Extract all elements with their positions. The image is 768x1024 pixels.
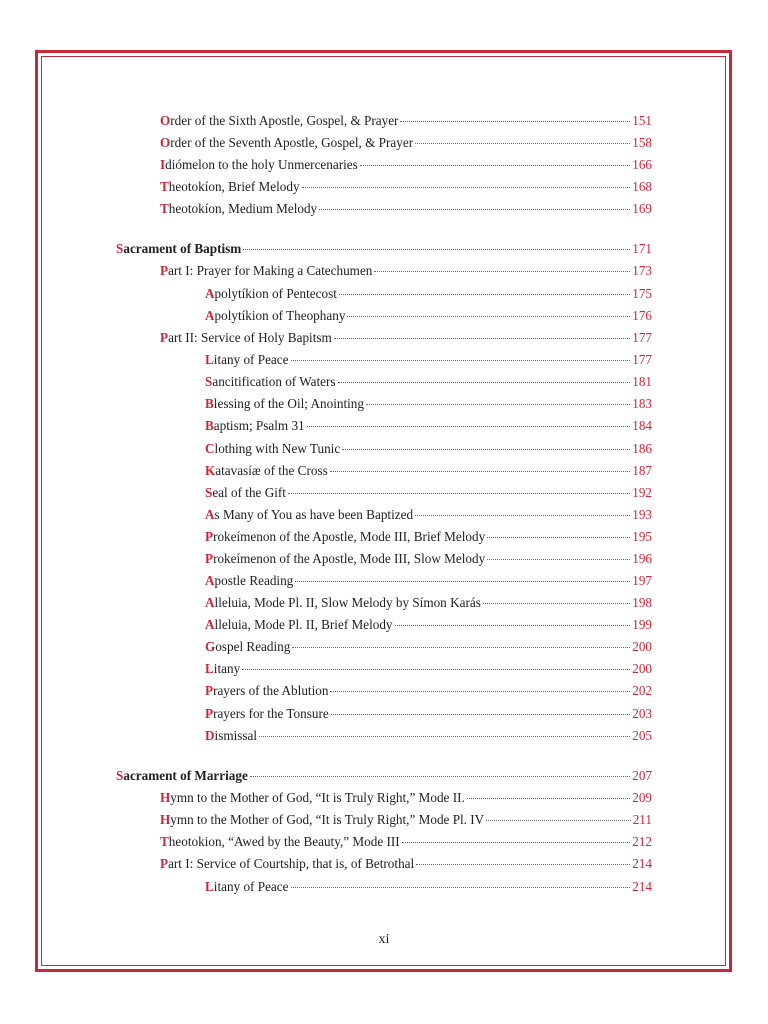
leader-dots — [242, 669, 630, 670]
leader-dots — [334, 338, 630, 339]
leader-dots — [467, 798, 630, 799]
toc-entry — [205, 877, 652, 897]
toc-entry — [205, 726, 652, 746]
leader-dots — [291, 360, 631, 361]
leader-dots — [307, 426, 631, 427]
leader-dots — [487, 537, 630, 538]
toc-page-number: 200 — [632, 639, 652, 654]
toc-entry-title: Part I: Prayer for Making a Catechumen — [160, 263, 373, 278]
toc-entry-title: Sancitification of Waters — [205, 374, 336, 389]
toc-section-heading — [116, 239, 652, 259]
toc-entry-title: Katavasíæ of the Cross — [205, 463, 328, 478]
toc-entry — [205, 637, 652, 657]
toc-entry — [205, 483, 652, 503]
toc-entry — [205, 704, 652, 724]
toc-entry-title: Hymn to the Mother of God, “It is Truly Right,” Mode Pl. IV — [160, 812, 485, 827]
toc-page-number: 207 — [632, 768, 652, 783]
toc-entry-title: Litany — [205, 661, 241, 676]
toc-page-number: 196 — [632, 551, 652, 566]
toc-entry — [205, 284, 652, 304]
leader-dots — [415, 515, 630, 516]
toc-page-number: 187 — [632, 463, 652, 478]
page-number: xi — [378, 932, 390, 947]
toc-page-number: 212 — [632, 834, 652, 849]
leader-dots — [319, 209, 630, 210]
leader-dots — [342, 449, 630, 450]
toc-page-number: 197 — [632, 573, 652, 588]
toc-entry — [160, 133, 652, 153]
toc-entry-title: Part II: Service of Holy Bapitsm — [160, 330, 332, 345]
toc-entry-title: Baptism; Psalm 31 — [205, 418, 305, 433]
leader-dots — [250, 776, 630, 777]
leader-dots — [347, 316, 630, 317]
toc-page-number: 198 — [632, 595, 652, 610]
toc-entry — [205, 593, 652, 613]
toc-entry-title: Dismissal — [205, 728, 258, 743]
toc-entry-title: Idiómelon to the holy Unmercenaries — [160, 157, 358, 172]
toc-entry — [205, 681, 652, 701]
toc-page-number: 177 — [632, 352, 652, 367]
toc-entry — [160, 788, 652, 808]
toc-entry-title: Apolytíkion of Theophany — [205, 308, 346, 323]
toc-page-number: 214 — [632, 856, 652, 871]
toc-entry — [205, 505, 652, 525]
toc-page-number: 175 — [632, 286, 652, 301]
toc-entry — [205, 306, 652, 326]
toc-entry-title: Part I: Service of Courtship, that is, of Betrothal — [160, 856, 415, 871]
toc-page-number: 173 — [632, 263, 652, 278]
toc-entry-title: As Many of You as have been Baptized — [205, 507, 414, 522]
toc-page-number: 166 — [632, 157, 652, 172]
toc-entry-title: Alleluia, Mode Pl. II, Brief Melody — [205, 617, 393, 632]
toc-entry-title: Sacrament of Baptism — [116, 241, 242, 256]
toc-page-number: 211 — [632, 812, 652, 827]
toc-page-number: 184 — [632, 418, 652, 433]
toc-entry — [160, 810, 652, 830]
toc-entry-title: Apolytíkion of Pentecost — [205, 286, 337, 301]
toc-entry — [205, 527, 652, 547]
leader-dots — [259, 736, 630, 737]
toc-entry — [205, 571, 652, 591]
toc-entry-title: Litany of Peace — [205, 879, 289, 894]
leader-dots — [395, 625, 631, 626]
toc-page-number: 158 — [632, 135, 652, 150]
toc-entry-title: Theotokion, “Awed by the Beauty,” Mode III — [160, 834, 400, 849]
toc-entry-title: Prayers for the Tonsure — [205, 706, 329, 721]
toc-entry-title: Clothing with New Tunic — [205, 441, 341, 456]
toc-page-number: 209 — [632, 790, 652, 805]
toc-entry — [160, 111, 652, 131]
toc-entry-title: Prokeímenon of the Apostle, Mode III, Brief Melody — [205, 529, 486, 544]
toc-entry-title: Prayers of the Ablution — [205, 683, 329, 698]
toc-page-number: 193 — [632, 507, 652, 522]
toc-entry — [205, 615, 652, 635]
toc-entry — [205, 461, 652, 481]
toc-entry-title: Gospel Reading — [205, 639, 291, 654]
leader-dots — [292, 647, 630, 648]
toc-entry-title: Seal of the Gift — [205, 485, 286, 500]
toc-page-number: 151 — [632, 113, 652, 128]
toc-page-number: 177 — [632, 330, 652, 345]
leader-dots — [483, 603, 630, 604]
toc-page-number: 186 — [632, 441, 652, 456]
toc-entry — [205, 659, 652, 679]
toc-entry-title: Prokeímenon of the Apostle, Mode III, Slow Melody — [205, 551, 486, 566]
toc-entry — [160, 328, 652, 348]
toc-entry-title: Litany of Peace — [205, 352, 289, 367]
toc-entry-title: Order of the Sixth Apostle, Gospel, & Prayer — [160, 113, 399, 128]
leader-dots — [331, 714, 631, 715]
toc-entry — [205, 416, 652, 436]
toc-entry-title: Alleluia, Mode Pl. II, Slow Melody by Símon Karás — [205, 595, 481, 610]
leader-dots — [366, 404, 630, 405]
toc-entry-title: Apostle Reading — [205, 573, 294, 588]
leader-dots — [416, 864, 630, 865]
toc-entry — [160, 177, 652, 197]
toc-page-number: 203 — [632, 706, 652, 721]
toc-page-number: 199 — [632, 617, 652, 632]
toc-entry — [160, 199, 652, 219]
toc-page-number: 205 — [632, 728, 652, 743]
leader-dots — [400, 121, 630, 122]
toc-page-number: 195 — [632, 529, 652, 544]
toc-entry-title: Order of the Seventh Apostle, Gospel, & Prayer — [160, 135, 414, 150]
leader-dots — [295, 581, 630, 582]
toc-page-number: 192 — [632, 485, 652, 500]
toc-entry-title: Sacrament of Marriage — [116, 768, 248, 783]
leader-dots — [291, 887, 631, 888]
toc-page-number: 176 — [632, 308, 652, 323]
toc-entry-title: Theotokíon, Brief Melody — [160, 179, 300, 194]
toc-entry — [160, 832, 652, 852]
toc-entry — [160, 155, 652, 175]
leader-dots — [243, 249, 630, 250]
leader-dots — [487, 559, 630, 560]
toc-entry — [205, 439, 652, 459]
toc-entry — [205, 350, 652, 370]
toc-entry — [160, 261, 652, 281]
toc-page-number: 214 — [632, 879, 652, 894]
toc-page-number: 169 — [632, 201, 652, 216]
leader-dots — [330, 471, 631, 472]
leader-dots — [339, 294, 630, 295]
toc-entry-title: Hymn to the Mother of God, “It is Truly Right,” Mode II. — [160, 790, 465, 805]
toc-page-number: 181 — [632, 374, 652, 389]
toc-page-number: 171 — [632, 241, 652, 256]
leader-dots — [302, 187, 631, 188]
toc-page-number: 200 — [632, 661, 652, 676]
leader-dots — [360, 165, 630, 166]
toc-page-number: 183 — [632, 396, 652, 411]
toc-entry-title: Theotokíon, Medium Melody — [160, 201, 318, 216]
leader-dots — [486, 820, 631, 821]
toc-entry — [205, 394, 652, 414]
toc-page-number: 168 — [632, 179, 652, 194]
toc-entry-title: Blessing of the Oil; Anointing — [205, 396, 364, 411]
leader-dots — [402, 842, 631, 843]
leader-dots — [415, 143, 630, 144]
toc-entry — [205, 372, 652, 392]
leader-dots — [330, 691, 630, 692]
leader-dots — [288, 493, 630, 494]
toc-page-number: 202 — [632, 683, 652, 698]
leader-dots — [338, 382, 631, 383]
toc-entry — [160, 854, 652, 874]
leader-dots — [374, 271, 630, 272]
toc-entry — [205, 549, 652, 569]
toc-section-heading — [116, 766, 652, 786]
